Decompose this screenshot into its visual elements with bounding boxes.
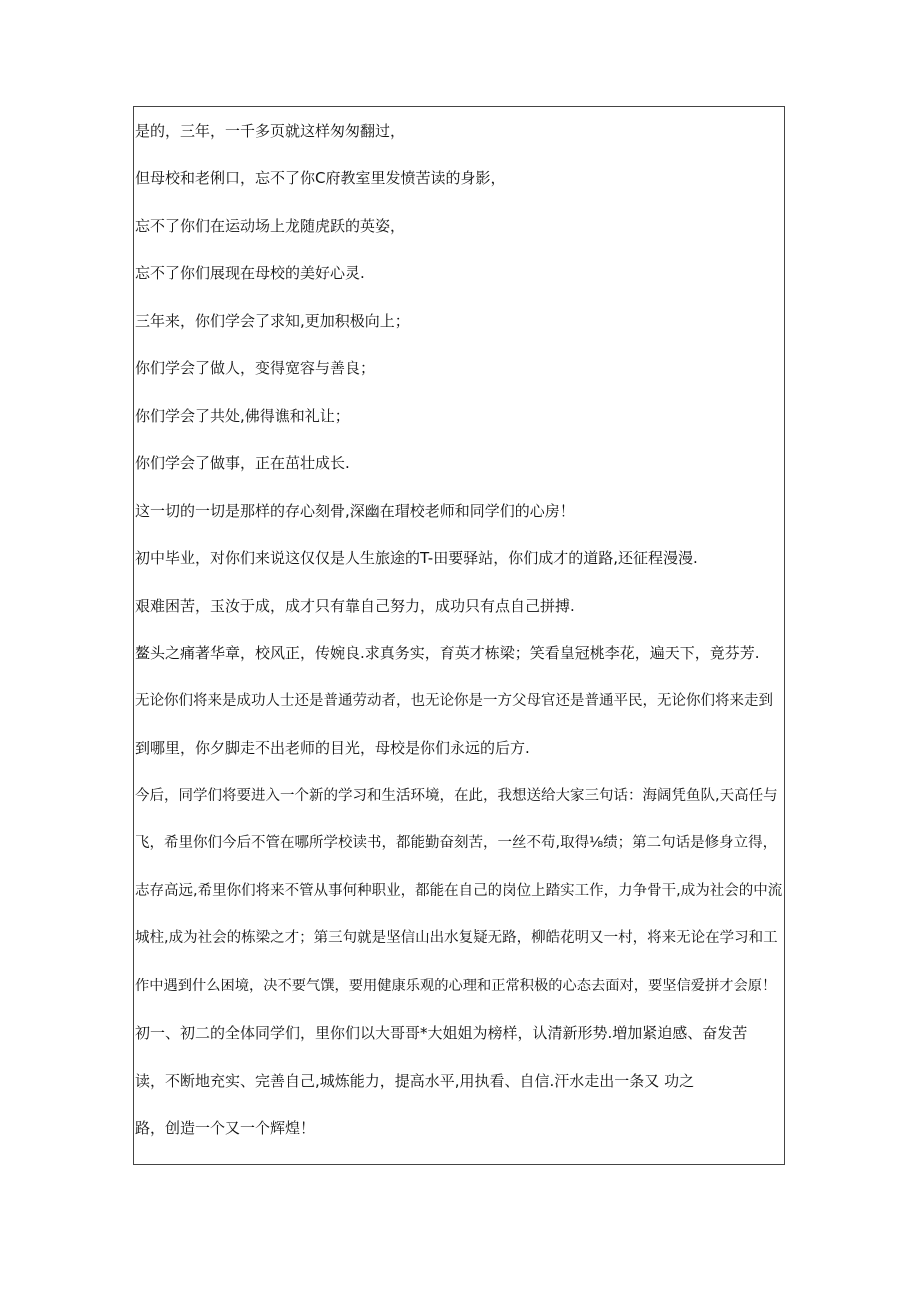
text-line: 城柱,成为社会的栋梁之才；第三句就是坚信山出水复疑无路，柳皓花明又一村，将来无论在学习和工 xyxy=(135,930,778,946)
text-line: 你们学会了共处,佛得谯和礼让； xyxy=(135,407,350,425)
text-line: 是的，三年，一千多页就这样匆匆翻过， xyxy=(135,122,406,140)
text-line: 三年来，你们学会了求知,更加积极向上； xyxy=(135,312,410,330)
text-line: 初中毕业，对你们来说这仅仅是人生旅途的T-田要驿站，你们成才的道路,还征程漫漫. xyxy=(135,549,698,567)
text-line: 忘不了你们展现在母校的美好心灵. xyxy=(135,264,365,282)
text-line: 忘不了你们在运动场上龙随虎跃的英姿， xyxy=(135,217,406,235)
text-line: 你们学会了做事，正在茁壮成长. xyxy=(135,454,350,472)
text-line: 志存高远,希里你们将来不管从事何种职业，都能在自己的岗位上踏实工作，力争骨干,成为社会的中流 xyxy=(135,883,783,899)
text-line: 但母校和老俐口，忘不了你C府教室里发愤苦读的身影， xyxy=(135,169,506,187)
text-line: 读，不断地充实、完善自己,城炼能力，提高水平,用执看、自信.汗水走出一条又 功之 xyxy=(135,1072,695,1090)
text-line: 今后，同学们将要进入一个新的学习和生活环境，在此，我想送给大家三句话：海阔凭鱼队,天高任与 xyxy=(135,788,778,804)
text-line: 初一、初二的全体同学们，里你们以大哥哥*大姐姐为榜样，认清新形势.増加紧迫感、奋发苦 xyxy=(135,1024,748,1042)
text-line: 到哪里，你夕脚走不出老师的目光，母校是你们永远的后方. xyxy=(135,739,530,757)
text-line: 作中遇到什么困境，决不要气馔，要用健康乐观的心理和正常积极的心态去面对，要坚信爱拼才会原！ xyxy=(135,978,777,994)
text-line: 你们学会了做人，变得宽容与善良； xyxy=(135,359,376,377)
text-line: 鳌头之痛著华章，校风正，传婉良.求真务实，育英才栋梁；笑看皇冠桃李花，遍天下，竟芬芳. xyxy=(135,644,760,662)
text-line: 这一切的一切是那样的存心刻骨,深幽在瑁校老师和同学们的心房！ xyxy=(135,502,575,520)
text-line: 路，创造一个又一个辉煌！ xyxy=(135,1119,316,1137)
text-line: 飞，希里你们今后不管在哪所学校读书，都能勤奋刻苦，一丝不苟,取得⅛绩；第二句话是修身立得， xyxy=(135,835,778,851)
text-line: 艰难困苦，玉汝于成，成才只有靠自己努力，成功只有点自己拼搏. xyxy=(135,597,575,615)
text-line: 无论你们将来是成功人士还是普通劳动者，也无论你是一方父母官还是普通平民，无论你们将来走到 xyxy=(135,693,773,709)
